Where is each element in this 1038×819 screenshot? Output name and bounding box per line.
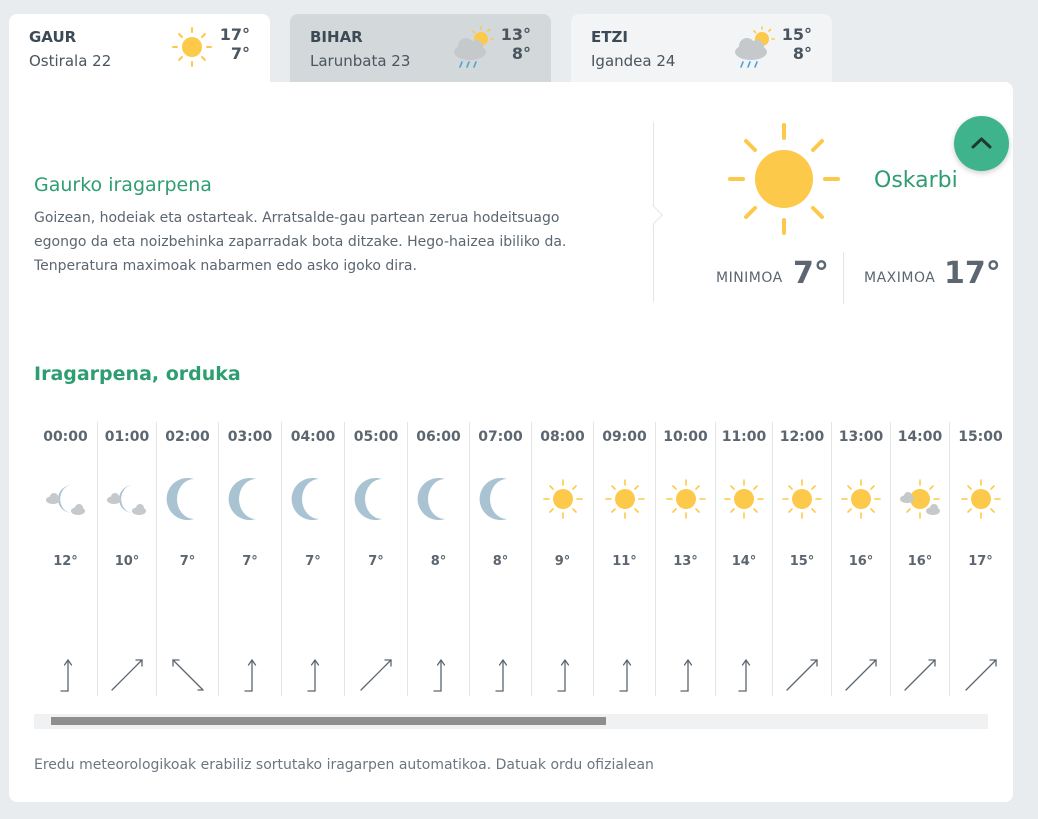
tab-gaur[interactable] <box>9 14 270 90</box>
sun-cloud-rain-icon <box>729 22 779 72</box>
moon-clouds-icon <box>103 475 151 523</box>
hour-column <box>344 422 407 696</box>
min-temp-label: MINIMOA <box>716 270 783 286</box>
sun-icon <box>601 475 649 523</box>
tab-min-temp: 7° <box>230 44 250 63</box>
northeast-wind-icon <box>357 656 395 694</box>
hour-temperature: 15° <box>789 554 815 569</box>
hour-temperature: 10° <box>114 554 140 569</box>
footnote: Eredu meteorologikoak erabiliz sortutako iragarpen automatikoa. Datuak ordu ofizialean <box>34 757 654 773</box>
hour-temperature: 7° <box>305 554 321 569</box>
hour-time: 02:00 <box>165 429 210 445</box>
north-wind-icon <box>47 656 85 694</box>
north-wind-icon <box>725 656 763 694</box>
hour-temperature: 16° <box>907 554 933 569</box>
moon-clouds-icon <box>42 475 90 523</box>
sun-icon <box>167 22 217 72</box>
hour-temperature: 11° <box>612 554 637 569</box>
condition-label: Oskarbi <box>874 168 958 193</box>
hour-temperature: 7° <box>179 554 196 569</box>
tab-min-temp: 8° <box>511 44 531 63</box>
tab-day-name: BIHAR <box>310 28 363 46</box>
sun-icon <box>957 475 1005 523</box>
tab-date: Larunbata 23 <box>310 52 411 70</box>
hour-time: 09:00 <box>602 429 647 445</box>
hour-temperature: 13° <box>673 554 698 569</box>
hour-column <box>34 422 97 696</box>
hour-time: 12:00 <box>779 429 825 445</box>
hour-column <box>831 422 890 696</box>
north-wind-icon <box>667 656 705 694</box>
tab-max-temp: 13° <box>500 25 531 44</box>
moon-icon <box>289 475 337 523</box>
hour-column <box>593 422 655 696</box>
min-temp-value: 7° <box>793 256 829 291</box>
max-temp-value: 17° <box>944 256 1001 291</box>
sun-icon <box>662 475 710 523</box>
hour-time: 01:00 <box>104 429 150 445</box>
hour-temperature: 7° <box>242 554 258 569</box>
north-wind-icon <box>231 656 269 694</box>
sun-icon <box>778 475 826 523</box>
hour-column <box>772 422 831 696</box>
hour-temperature: 16° <box>848 554 874 569</box>
hour-column <box>281 422 344 696</box>
sun-icon <box>723 120 849 240</box>
hour-time: 05:00 <box>353 429 399 445</box>
hour-temperature: 7° <box>368 554 384 569</box>
northeast-wind-icon <box>901 656 939 694</box>
moon-icon <box>477 475 525 523</box>
northeast-wind-icon <box>962 656 1000 694</box>
hour-column <box>890 422 949 696</box>
hour-time: 07:00 <box>478 429 523 445</box>
today-forecast-text: Goizean, hodeiak eta ostarteak. Arratsalde-gau partean zerua hodeitsuago egongo da eta noizbehinka zaparradak bota ditzake. Hego-haizea ibiliko da. Tenperatura maximoak nabarmen edo asko igoko dira. <box>34 210 567 274</box>
hour-time: 06:00 <box>416 429 461 445</box>
tab-max-temp: 17° <box>219 25 250 44</box>
hour-column <box>655 422 715 696</box>
hour-temperature: 12° <box>53 554 78 569</box>
moon-icon <box>415 475 463 523</box>
hour-column <box>407 422 469 696</box>
north-wind-icon <box>606 656 644 694</box>
hour-temperature: 8° <box>492 554 509 569</box>
hourly-forecast-title: Iragarpena, orduka <box>34 363 241 385</box>
hour-temperature: 9° <box>554 554 571 569</box>
hour-time: 13:00 <box>838 429 884 445</box>
north-wind-icon <box>482 656 520 694</box>
hour-temperature: 14° <box>731 554 757 569</box>
tab-day-name: GAUR <box>29 28 77 46</box>
scroll-top-button[interactable] <box>954 116 1009 171</box>
tab-min-temp: 8° <box>792 44 812 63</box>
hour-temperature: 17° <box>968 554 993 569</box>
today-forecast-title: Gaurko iragarpena <box>34 174 212 196</box>
hour-time: 14:00 <box>897 429 943 445</box>
hourly-forecast-strip[interactable] <box>34 422 1003 702</box>
scrollbar-thumb[interactable] <box>51 717 606 725</box>
moon-icon <box>164 475 212 523</box>
hour-time: 10:00 <box>663 429 708 445</box>
northwest-wind-icon <box>169 656 207 694</box>
northeast-wind-icon <box>842 656 880 694</box>
hour-column <box>949 422 1011 696</box>
northeast-wind-icon <box>108 656 146 694</box>
north-wind-icon <box>544 656 582 694</box>
sun-icon <box>837 475 885 523</box>
max-temp-label: MAXIMOA <box>864 270 936 286</box>
hour-column <box>469 422 531 696</box>
hour-column <box>97 422 156 696</box>
tab-bihar[interactable] <box>290 14 551 84</box>
hour-time: 00:00 <box>43 429 88 445</box>
minmax-divider <box>843 252 844 304</box>
hour-time: 11:00 <box>721 429 767 445</box>
north-wind-icon <box>420 656 458 694</box>
tab-day-name: ETZI <box>591 28 628 46</box>
hour-time: 08:00 <box>540 429 585 445</box>
hour-temperature: 8° <box>430 554 447 569</box>
moon-icon <box>226 475 274 523</box>
moon-icon <box>352 475 400 523</box>
sun-icon <box>720 475 768 523</box>
horizontal-scrollbar[interactable] <box>34 714 988 729</box>
tab-date: Ostirala 22 <box>29 52 112 70</box>
northeast-wind-icon <box>783 656 821 694</box>
hour-time: 03:00 <box>227 429 273 445</box>
hour-column <box>531 422 593 696</box>
hour-time: 15:00 <box>958 429 1003 445</box>
chevron-up-icon <box>954 116 1009 171</box>
tab-max-temp: 15° <box>781 25 812 44</box>
hour-column <box>156 422 218 696</box>
north-wind-icon <box>294 656 332 694</box>
hour-column <box>218 422 281 696</box>
tab-etzi[interactable] <box>571 14 832 84</box>
sun-clouds-icon <box>896 475 944 523</box>
sun-cloud-rain-icon <box>448 22 498 72</box>
hour-time: 04:00 <box>290 429 336 445</box>
tab-date: Igandea 24 <box>591 52 676 70</box>
hour-column <box>715 422 772 696</box>
sun-icon <box>539 475 587 523</box>
divider-arrow <box>643 205 663 225</box>
forecast-card <box>9 82 1013 802</box>
